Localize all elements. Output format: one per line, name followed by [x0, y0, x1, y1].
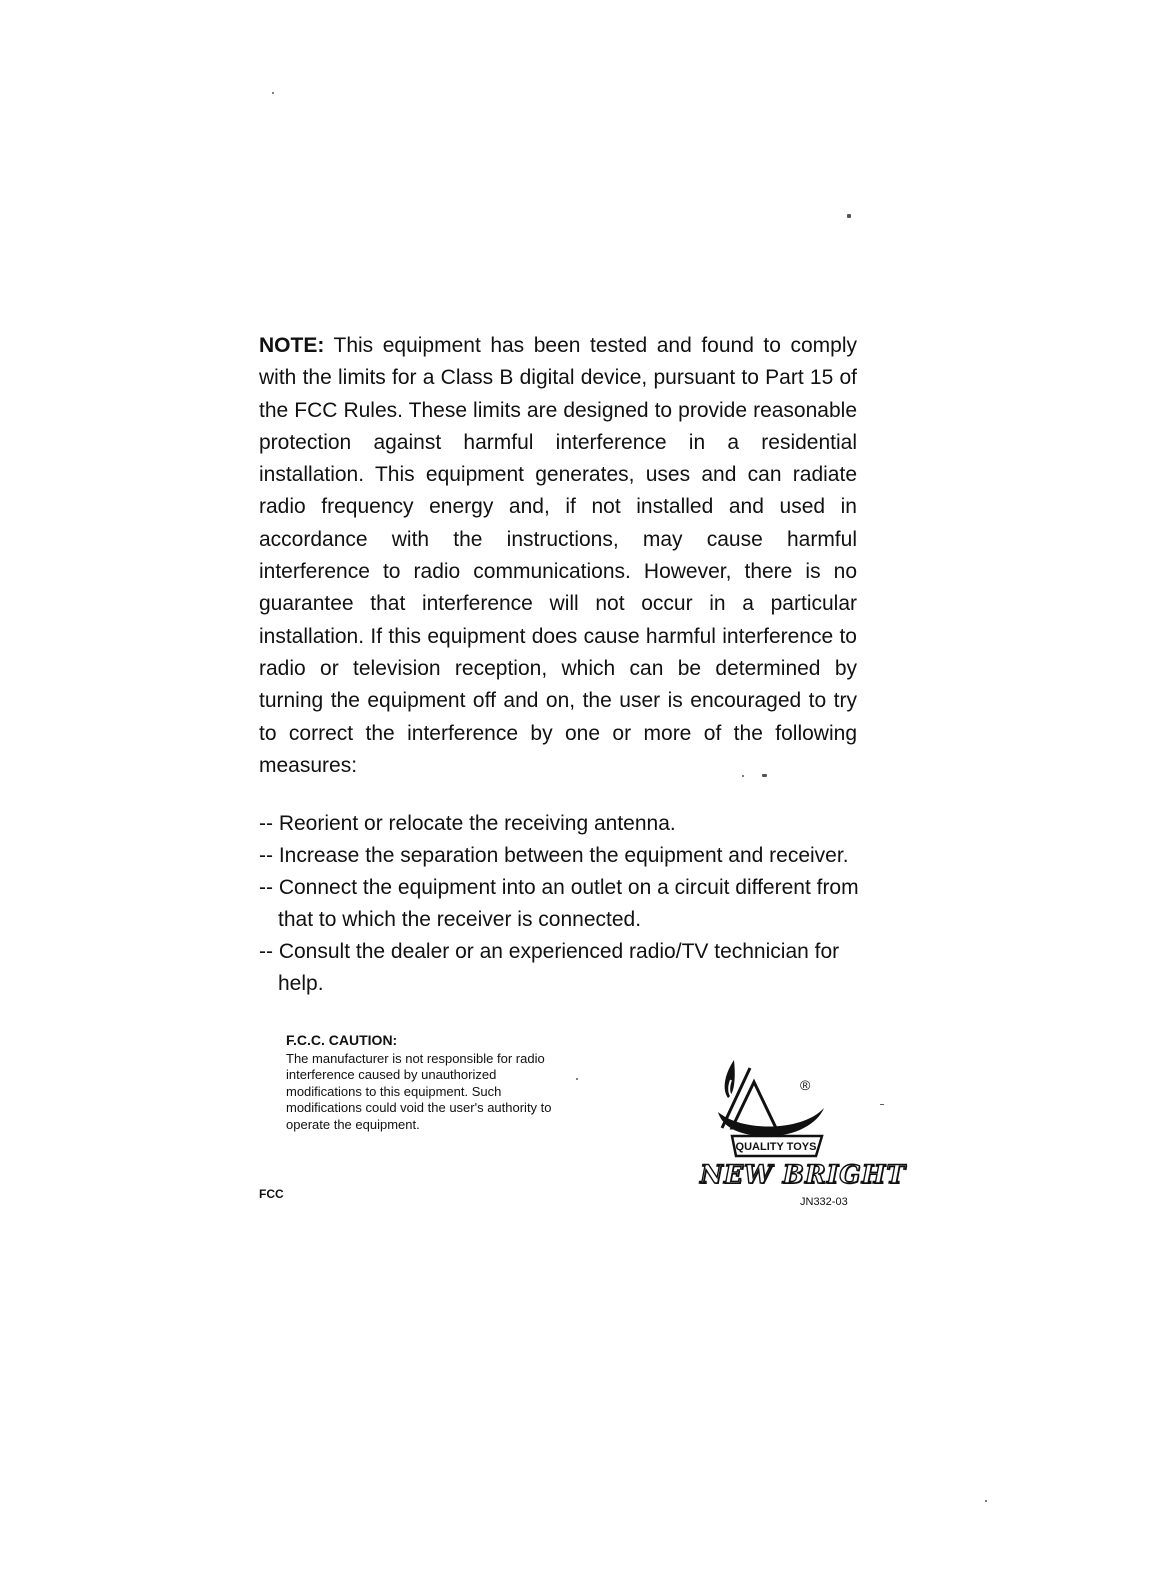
brand-logotype: NEW BRIGHT	[700, 1160, 906, 1189]
measure-item: -- Reorient or relocate the receiving antenna.	[259, 812, 676, 835]
registered-mark: ®	[800, 1077, 811, 1093]
note-text: This equipment has been tested and found to comply with the limits for a Class B digital device, pursuant to Part 15 of the FCC Rules. These limits are designed to provide reasonable protection against harmful interference in a residential installation. This equipment generates, uses and can radiate radio frequency energy and, if not installed and used in accordance with the instructions, may cause harmful interference to radio communications. However, there is no guarantee that interference will not occur in a particular installation. If this equipment does cause harmful interference to radio or television reception, which can be determined by turning the equipment off and on, the user is encouraged to try to correct the interference by one or more of the following measures:	[259, 334, 857, 777]
logo-text: QUALITY TOYS	[735, 1141, 817, 1153]
fcc-label: FCC	[259, 1187, 284, 1201]
measures-list	[259, 808, 859, 1000]
scan-speck	[742, 775, 744, 777]
scan-speck	[762, 774, 767, 777]
note-label: NOTE:	[259, 334, 325, 357]
scan-speck	[272, 92, 274, 94]
scan-speck	[576, 1078, 578, 1080]
measure-item: -- Connect the equipment into an outlet on a circuit different from that to which the receiver is connected.	[259, 876, 859, 931]
measure-item: -- Increase the separation between the equipment and receiver.	[259, 844, 849, 867]
caution-text: The manufacturer is not responsible for radio interference caused by unauthorized modifications to this equipment. Such modifications could void the user's authority to operate the equipment.	[286, 1050, 552, 1132]
document-code: JN332-03	[800, 1196, 848, 1208]
scan-speck	[985, 1500, 987, 1502]
scan-speck	[880, 1104, 884, 1105]
fcc-caution	[286, 1032, 556, 1133]
measure-item: -- Consult the dealer or an experienced radio/TV technician for help.	[259, 940, 840, 995]
scan-speck	[847, 214, 851, 218]
fcc-note	[259, 330, 857, 782]
caution-title: F.C.C. CAUTION:	[286, 1032, 398, 1048]
